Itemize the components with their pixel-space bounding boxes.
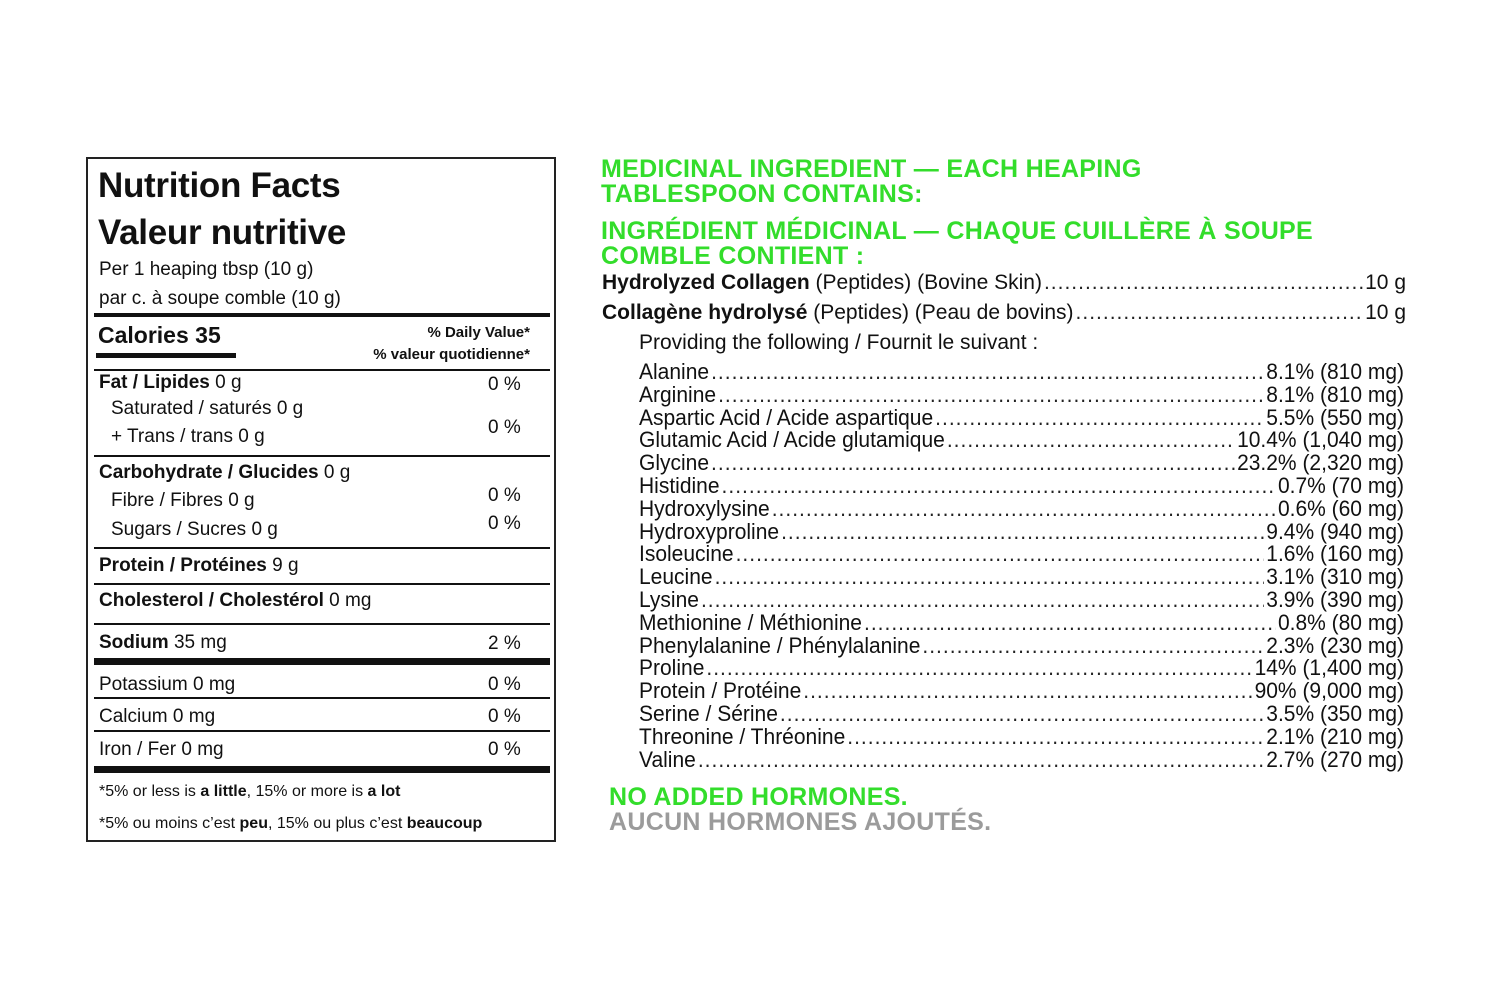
amino-acid-name: Leucine <box>639 565 713 590</box>
nutrition-title-en: Nutrition Facts <box>98 166 341 205</box>
thick-divider <box>94 313 550 317</box>
fibre-pct: 0 % <box>488 485 521 506</box>
amino-acid-name: Lysine <box>639 588 699 613</box>
dot-leader <box>772 497 1276 522</box>
amino-acid-name: Arginine <box>639 382 717 407</box>
iron-row: Iron / Fer 0 mg <box>99 739 224 760</box>
amino-acid-row <box>639 702 1404 727</box>
fat-row: Fat / Lipides 0 g <box>99 372 242 393</box>
amino-acid-value: 8.1% (810 mg) <box>1266 360 1404 385</box>
calories-label: Calories 35 <box>98 322 221 348</box>
dot-leader <box>847 725 1264 750</box>
amino-acid-name: Protein / Protéine <box>639 679 802 704</box>
dot-leader <box>722 474 1276 499</box>
no-hormones-en: NO ADDED HORMONES. <box>609 783 908 811</box>
thick-divider <box>94 658 550 665</box>
sat-trans-pct: 0 % <box>488 417 521 438</box>
amino-acid-name: Glutamic Acid / Acide glutamique <box>639 428 945 453</box>
potassium-row: Potassium 0 mg <box>99 674 236 695</box>
divider <box>94 369 550 371</box>
amino-acid-value: 2.7% (270 mg) <box>1266 747 1404 772</box>
trans-row: + Trans / trans 0 g <box>111 426 265 447</box>
dot-leader <box>947 428 1235 453</box>
sodium-row: Sodium 35 mg <box>99 632 227 653</box>
amino-acid-row <box>639 383 1404 408</box>
protein-row: Protein / Protéines 9 g <box>99 555 299 576</box>
amino-acid-value: 8.1% (810 mg) <box>1266 382 1404 407</box>
collagen-en-row: Hydrolyzed Collagen (Peptides) (Bovine Skin) ..... 10 g <box>602 271 1406 295</box>
dot-leader <box>715 565 1265 590</box>
amino-acid-row <box>639 748 1404 773</box>
amino-acid-row <box>639 656 1404 681</box>
amino-acid-row <box>639 406 1404 431</box>
dot-leader <box>780 702 1264 727</box>
fibre-row: Fibre / Fibres 0 g <box>111 490 255 511</box>
serving-size-en: Per 1 heaping tbsp (10 g) <box>99 259 314 280</box>
amino-acid-value: 14% (1,400 mg) <box>1254 656 1404 681</box>
dot-leader <box>711 451 1235 476</box>
heading-en-line2: TABLESPOON CONTAINS: <box>601 180 923 208</box>
amino-acid-row <box>639 565 1404 590</box>
amino-acid-row <box>639 588 1404 613</box>
medicinal-ingredient-section <box>600 0 1410 1000</box>
dot-leader <box>803 679 1252 704</box>
amino-acid-name: Valine <box>639 747 696 772</box>
amino-acid-name: Glycine <box>639 451 710 476</box>
sodium-pct: 2 % <box>488 633 521 654</box>
fat-pct: 0 % <box>488 374 521 395</box>
amino-acid-row <box>639 474 1404 499</box>
amino-acid-value: 0.8% (80 mg) <box>1277 610 1404 635</box>
amino-acid-value: 23.2% (2,320 mg) <box>1237 451 1404 476</box>
amino-acid-value: 1.6% (160 mg) <box>1266 542 1404 567</box>
amino-acid-name: Alanine <box>639 360 710 385</box>
thick-divider <box>94 766 550 773</box>
dot-leader <box>698 748 1264 773</box>
amino-acid-name: Threonine / Thréonine <box>639 724 846 749</box>
amino-acid-value: 3.9% (390 mg) <box>1266 588 1404 613</box>
amino-acid-value: 90% (9,000 mg) <box>1254 679 1404 704</box>
divider <box>94 697 550 699</box>
amino-acid-name: Serine / Sérine <box>639 702 778 727</box>
amino-acid-row <box>639 542 1404 567</box>
dot-leader <box>706 656 1252 681</box>
cholesterol-row: Cholesterol / Cholestérol 0 mg <box>99 590 372 611</box>
collagen-fr-row: Collagène hydrolysé (Peptides) (Peau de bovins) ..... 10 g <box>602 301 1406 325</box>
divider <box>94 623 550 625</box>
amino-acid-name: Phenylalanine / Phénylalanine <box>639 633 921 658</box>
amino-acid-row <box>639 725 1404 750</box>
amino-acid-name: Isoleucine <box>639 542 734 567</box>
dot-leader <box>864 611 1276 636</box>
serving-size-fr: par c. à soupe comble (10 g) <box>99 288 341 309</box>
calories-underline <box>96 353 236 358</box>
amino-acid-row <box>639 451 1404 476</box>
footnote-en: *5% or less is a little, 15% or more is a lot <box>99 783 401 800</box>
amino-acid-value: 0.7% (70 mg) <box>1277 474 1404 499</box>
amino-acid-row <box>639 679 1404 704</box>
calcium-row: Calcium 0 mg <box>99 706 216 727</box>
amino-acid-value: 3.5% (350 mg) <box>1266 702 1404 727</box>
amino-acid-name: Aspartic Acid / Acide aspartique <box>639 405 934 430</box>
no-hormones-fr: AUCUN HORMONES AJOUTÉS. <box>609 808 992 836</box>
potassium-pct: 0 % <box>488 674 521 695</box>
heading-fr-line1: INGRÉDIENT MÉDICINAL — CHAQUE CUILLÈRE À SOUPE <box>601 217 1313 245</box>
dot-leader <box>922 634 1264 659</box>
divider <box>94 583 550 585</box>
amino-acid-value: 9.4% (940 mg) <box>1266 519 1404 544</box>
dot-leader <box>711 360 1264 385</box>
saturated-row: Saturated / saturés 0 g <box>111 398 304 419</box>
dot-leader <box>781 520 1264 545</box>
sugars-pct: 0 % <box>488 513 521 534</box>
dot-leader <box>935 406 1264 431</box>
iron-pct: 0 % <box>488 739 521 760</box>
amino-acid-name: Hydroxylysine <box>639 496 770 521</box>
amino-acid-value: 0.6% (60 mg) <box>1277 496 1404 521</box>
heading-en-line1: MEDICINAL INGREDIENT — EACH HEAPING <box>601 155 1142 183</box>
amino-acid-name: Histidine <box>639 474 720 499</box>
providing-label: Providing the following / Fournit le suivant : <box>639 331 1039 354</box>
amino-acid-name: Methionine / Méthionine <box>639 610 862 635</box>
carb-row: Carbohydrate / Glucides 0 g <box>99 462 351 483</box>
daily-value-header-en: % Daily Value* <box>427 324 530 341</box>
amino-acid-name: Proline <box>639 656 705 681</box>
nutrition-title-fr: Valeur nutritive <box>98 213 347 252</box>
amino-acid-value: 5.5% (550 mg) <box>1266 405 1404 430</box>
amino-acid-row <box>639 360 1404 385</box>
heading-fr-line2: COMBLE CONTIENT : <box>601 242 865 270</box>
amino-acid-row <box>639 520 1404 545</box>
dot-leader <box>701 588 1264 613</box>
amino-acid-row <box>639 428 1404 453</box>
calcium-pct: 0 % <box>488 706 521 727</box>
daily-value-header-fr: % valeur quotidienne* <box>373 346 530 363</box>
footnote-fr: *5% ou moins c’est peu, 15% ou plus c’est beaucoup <box>99 815 483 832</box>
nutrition-facts-panel <box>86 157 556 842</box>
amino-acid-value: 2.3% (230 mg) <box>1266 633 1404 658</box>
amino-acid-row <box>639 611 1404 636</box>
amino-acid-row <box>639 497 1404 522</box>
dot-leader <box>718 383 1264 408</box>
amino-acid-row <box>639 634 1404 659</box>
divider <box>94 730 550 732</box>
amino-acid-name: Hydroxyproline <box>639 519 780 544</box>
amino-acid-value: 3.1% (310 mg) <box>1266 565 1404 590</box>
sugars-row: Sugars / Sucres 0 g <box>111 519 278 540</box>
amino-acid-value: 2.1% (210 mg) <box>1266 724 1404 749</box>
divider <box>94 547 550 549</box>
divider <box>94 455 550 457</box>
amino-acid-value: 10.4% (1,040 mg) <box>1237 428 1404 453</box>
dot-leader <box>736 542 1265 567</box>
